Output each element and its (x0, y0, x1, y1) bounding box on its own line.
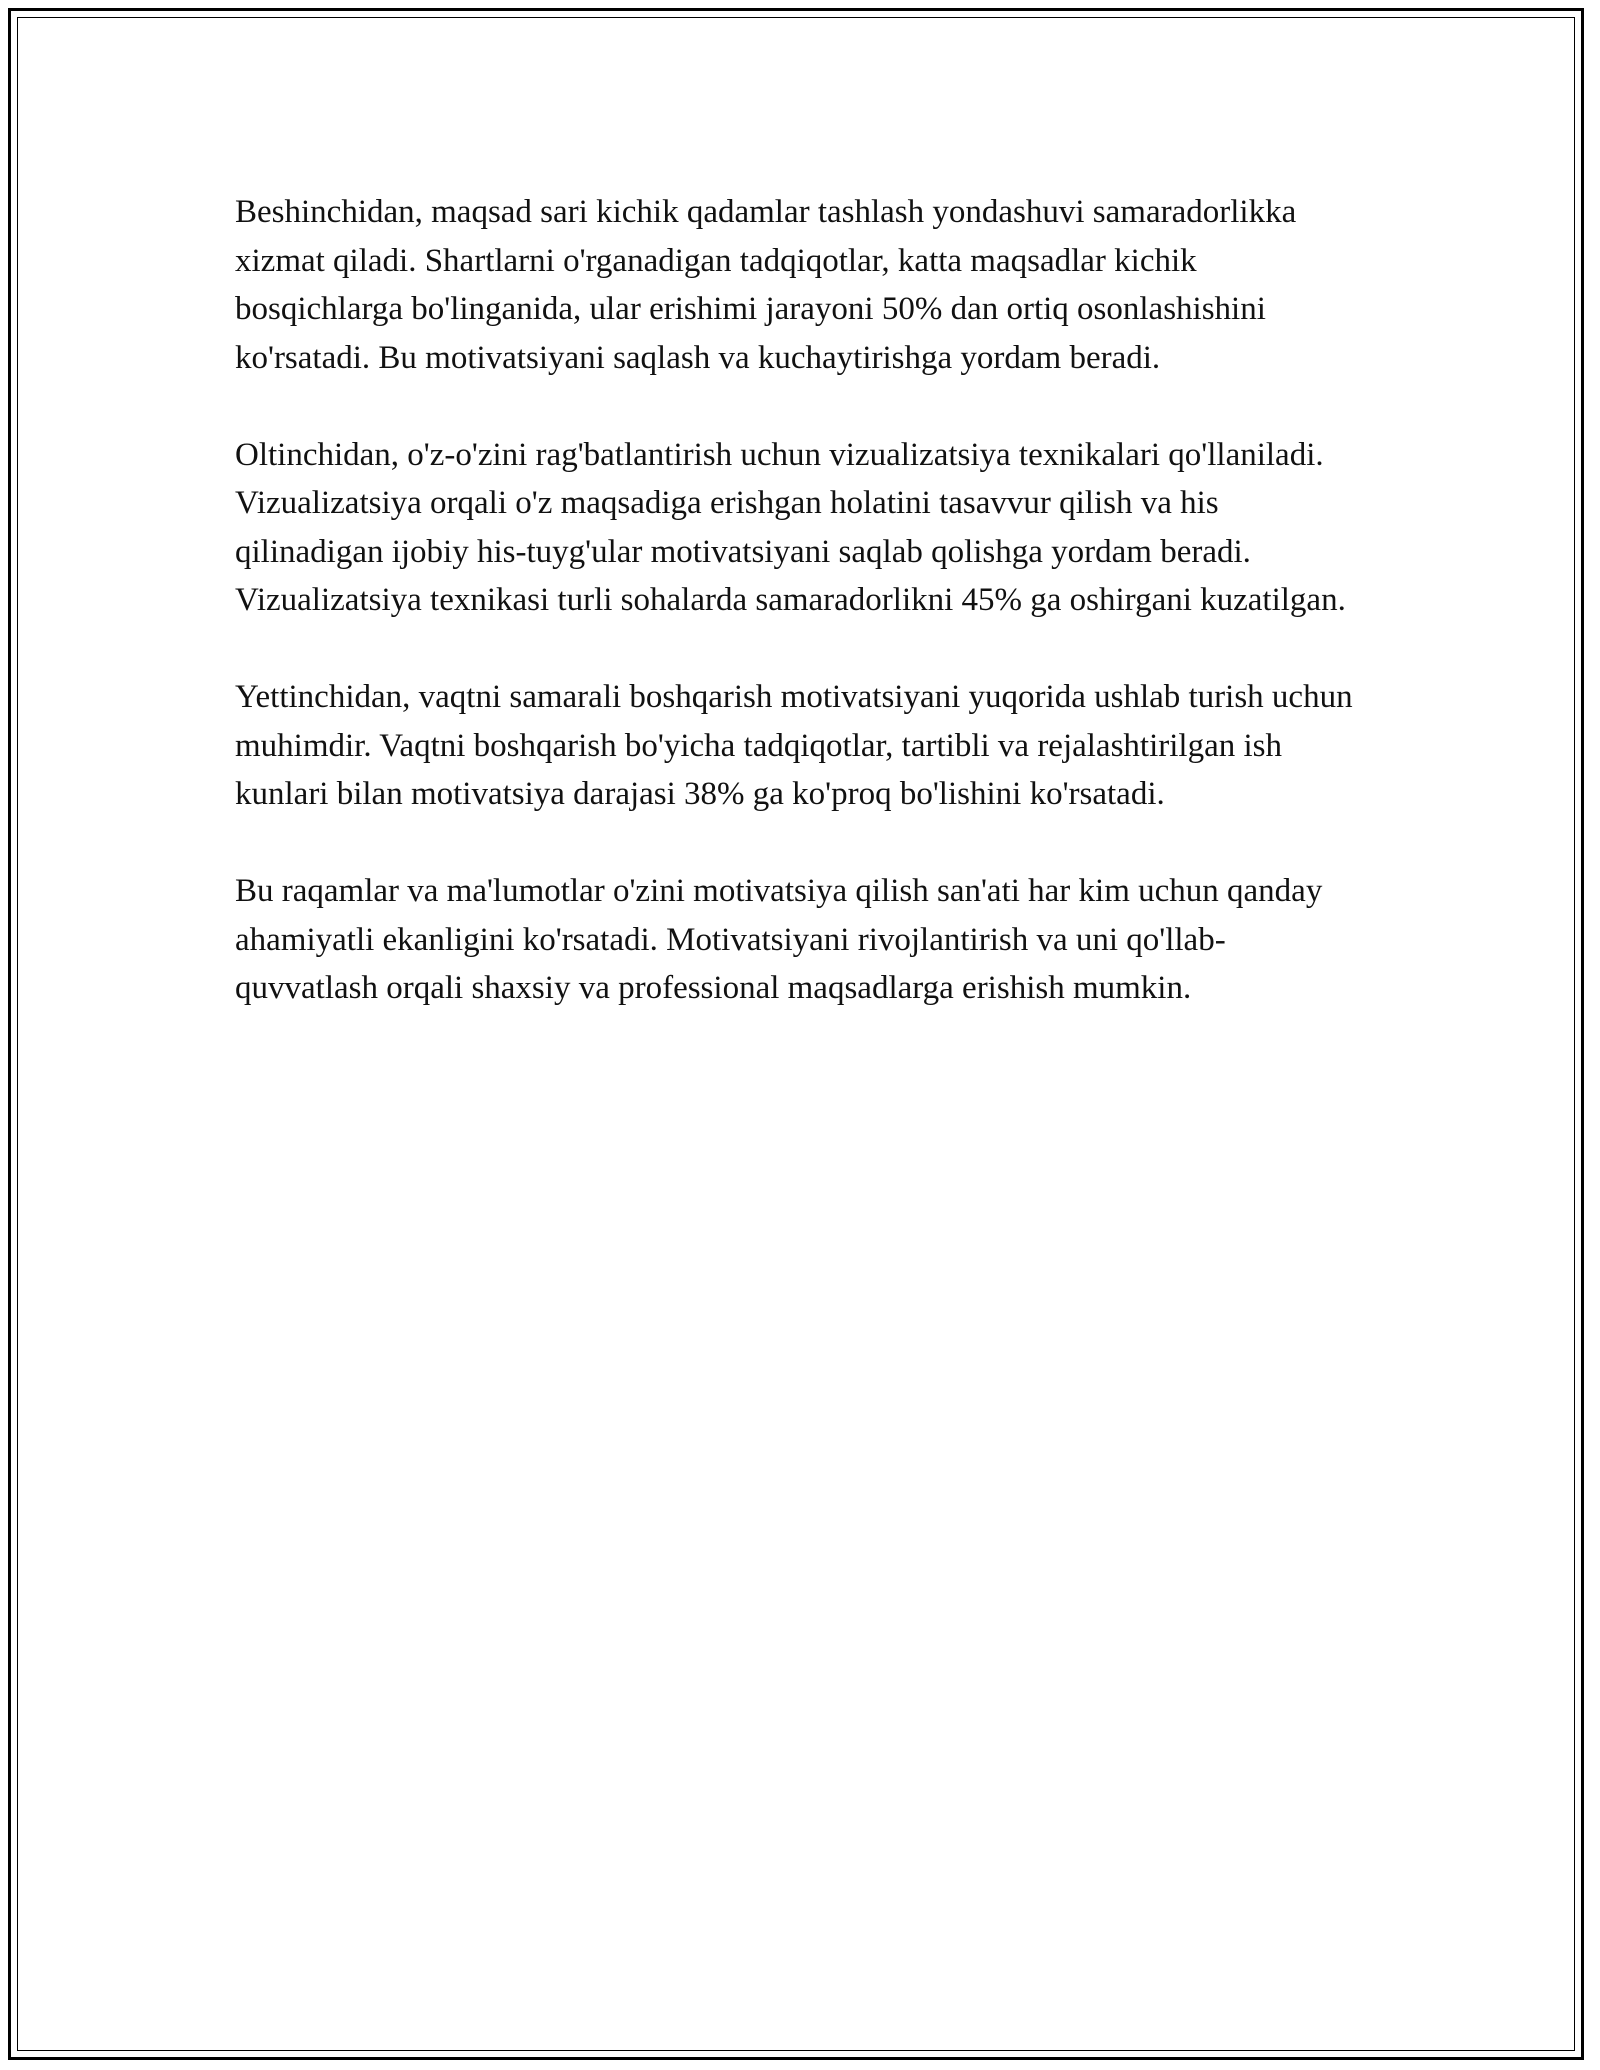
paragraph-conclusion: Bu raqamlar va ma'lumotlar o'zini motivatsiya qilish san'ati har kim uchun qanday ahamiyatli ekanligini ko'rsatadi. Motivatsiyani rivojlantirish va uni qo'llab-quvvatlash orqali shaxsiy va professional maqsadlarga erishish mumkin. (235, 873, 1323, 1006)
paragraph-seventh-point: Yettinchidan, vaqtni samarali boshqarish motivatsiyani yuqorida ushlab turish uchun muhimdir. Vaqtni boshqarish bo'yicha tadqiqotlar, tartibli va rejalashtirilgan ish kunlari bilan motivatsiya darajasi 38% ga ko'proq bo'lishini ko'rsatadi. (235, 679, 1353, 812)
paragraph-sixth-point: Oltinchidan, o'z-o'zini rag'batlantirish uchun vizualizatsiya texnikalari qo'llaniladi. Vizualizatsiya orqali o'z maqsadiga erishgan holatini tasavvur qilish va his qilinadigan ijobiy his-tuyg'ular motivatsiyani saqlab qolishga yordam beradi. Vizualizatsiya texnikasi turli sohalarda samaradorlikni 45% ga oshirgani kuzatilgan. (235, 436, 1346, 618)
document-body (235, 188, 1355, 1061)
paragraph-fifth-point: Beshinchidan, maqsad sari kichik qadamlar tashlash yondashuvi samaradorlikka xizmat qiladi. Shartlarni o'rganadigan tadqiqotlar, katta maqsadlar kichik bosqichlarga bo'linganida, ular erishimi jarayoni 50% dan ortiq osonlashishini ko'rsatadi. Bu motivatsiyani saqlash va kuchaytirishga yordam beradi. (235, 194, 1297, 376)
